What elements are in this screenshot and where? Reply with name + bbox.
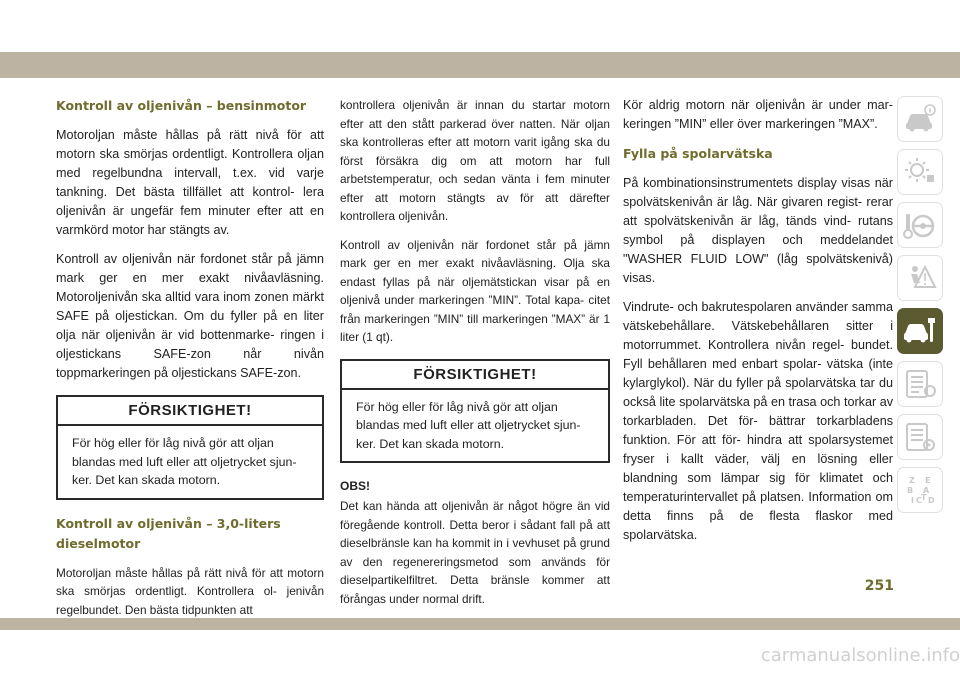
page-number: 251 (864, 578, 894, 594)
key-steering-icon (903, 208, 937, 242)
tab-settings-list[interactable] (897, 414, 943, 460)
caution-box (56, 395, 324, 500)
header-band (0, 52, 960, 78)
paragraph: kontrollera oljenivån är innan du startar motorn efter att den stått parkerad över natten. När oljan ska kontrolleras efter att motorn varit igång ska du först försäkra dig om att motorn har full arbetstemperatur, och sedan vänta i fem minuter efter att motorn stängts av för att därefter kontrollera oljenivån. (340, 98, 610, 223)
section-heading-petrol: Kontroll av oljenivån – bensinmotor (56, 98, 307, 113)
column-3 (623, 96, 893, 555)
paragraph: Kör aldrig motorn när oljenivån är under mar- keringen ”MIN” eller över markeringen ”MAX”. (623, 98, 893, 131)
paragraph: Kontroll av oljenivån när fordonet står på jämn mark ger en mer exakt nivåavläsning. Olja ska endast fyllas på när oljemätstickan visar på en oljenivå under markeringen ”MIN”. Total kapa- citet från markeringen ”MIN” till markeringen ”MAX” är 1 liter (1 qt). (340, 237, 610, 344)
tab-car-info[interactable] (897, 96, 943, 142)
checklist-icon (903, 367, 937, 401)
caution-box (340, 359, 610, 464)
settings-list-icon (903, 420, 937, 454)
note-text: Det kan hända att oljenivån är något högre än vid föregående kontroll. Detta beror i sådant fall på att dieselbränsle kan ha kommit in i vevhuset på grund av den regenereringsmetod som används för dieselpartikelfiltret. Detta bränsle kommer att förångas under normal drift. (340, 499, 610, 606)
paragraph: Kontroll av oljenivån när fordonet står på jämn mark ger en mer exakt nivåavläsning. Motoroljenivån ska alltid vara inom zonen märkt SAFE på oljestickan. Om du fyller på en liter olja när oljenivån är vid bottenmarke- ringen i oljestickans SAFE-zon når nivån toppmarkeringen på oljestickans SAFE-zon. (56, 252, 324, 380)
chapter-sidebar (897, 96, 945, 520)
index-letter: A (923, 486, 930, 495)
section-heading-diesel: Kontroll av oljenivån – 3,0-liters dieselmotor (56, 515, 281, 551)
paragraph: Motoroljan måste hållas på rätt nivå för att motorn ska smörjas ordentligt. Kontrollera ol- jenivån regelbundet. Den bästa tidpunkten att (56, 565, 324, 617)
caution-title: FÖRSIKTIGHET! (342, 361, 608, 390)
index-letter: E (925, 476, 931, 485)
index-letter: I (911, 496, 914, 505)
tab-alphabet-index[interactable] (897, 467, 943, 513)
section-heading-washer: Fylla på spolarvätska (623, 146, 773, 161)
car-info-icon (903, 102, 937, 136)
tab-car-service[interactable] (897, 308, 943, 354)
watermark-text: carmanualsonline.info (760, 645, 960, 666)
tab-dashboard-lights[interactable] (897, 149, 943, 195)
index-letter: D (928, 496, 935, 505)
paragraph: Motoroljan måste hållas på rätt nivå för att motorn ska smörjas ordentligt. Kontrollera oljan med regelbundna intervall, t.ex. vid varje tankning. Det bästa tillfället att kontrol- lera oljenivån är ungefär fem minuter efter att en varmkörd motor har stängts av. (56, 128, 324, 237)
car-service-icon (903, 314, 937, 348)
caution-title: FÖRSIKTIGHET! (58, 397, 322, 426)
column-2 (340, 96, 610, 618)
airbag-warning-icon (903, 261, 937, 295)
caution-text: För hög eller för låg nivå gör att oljan blandas med luft eller att oljetrycket sjun- ker. Det kan skada motorn. (72, 436, 297, 487)
tab-checklist[interactable] (897, 361, 943, 407)
tab-airbag-warning[interactable] (897, 255, 943, 301)
column-1 (56, 96, 324, 629)
index-letter: C (916, 496, 922, 505)
caution-text: För hög eller för låg nivå gör att oljan blandas med luft eller att oljetrycket sjun- ker. Det kan skada motorn. (356, 399, 581, 451)
tab-key-steering[interactable] (897, 202, 943, 248)
index-letter: T (921, 493, 927, 502)
alphabet-index-icon (903, 473, 937, 507)
dashboard-lights-icon (903, 155, 937, 189)
note-title: OBS! (340, 479, 370, 493)
index-letter: Z (909, 476, 915, 485)
paragraph: På kombinationsinstrumentets display visas när spolvätskenivån är låg. När givaren regist- rerar att spolvätskenivån är låg, tänds vind- rutans symbol på displayen och meddelandet "WASHER FLUID LOW" (låg spolvätskenivå) visas. (623, 176, 893, 285)
index-letter: B (907, 486, 914, 495)
paragraph: Vindrute- och bakrutespolaren använder samma vätskebehållare. Vätskebehållaren sitter i motorrummet. Kontrollera nivån regel- bundet. Fyll behållaren med enbart spolar- vätska (inte kylarglykol). När du fyller på spolarvätska tar du också lite spolarvätska på en trasa och torkar av torkarbladen. Det för- bättrar torkarbladens funktion. För att för- hindra att spolarsystemet fryser i kallt väder, välj en lösning eller blandning som lämpar sig för klimatet och temperaturintervallet på platsen. Information om detta finns på de flesta flaskor med spolarvätska. (623, 300, 893, 542)
